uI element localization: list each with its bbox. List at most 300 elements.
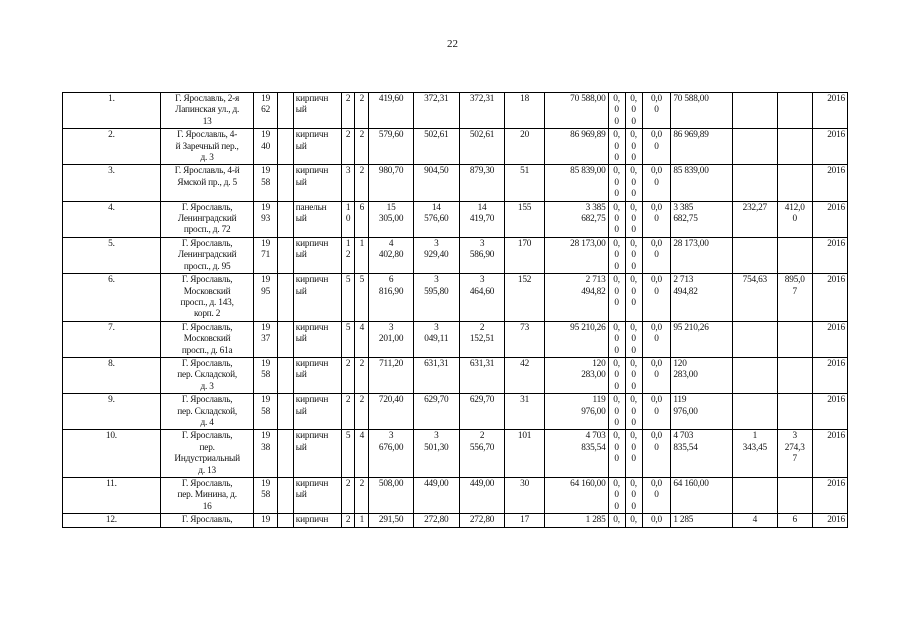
cell-line: 2 (345, 395, 351, 406)
cell-line: 5 (345, 275, 351, 286)
cell-line: 1 285 (585, 515, 606, 526)
cell-line: 58 (261, 490, 271, 501)
cell-cost-owners (671, 321, 733, 357)
cell-line: 4 (388, 238, 394, 249)
cell-line: 631,31 (469, 358, 495, 369)
cell-plan-year: 2016 (812, 237, 847, 273)
cell-area-total (369, 274, 414, 322)
cell-line: 494,82 (673, 286, 698, 297)
housing-register-table (62, 92, 848, 528)
cell-line: Г. Ярославль, (181, 395, 233, 406)
cell-line: 576,60 (424, 214, 449, 225)
cell-line: 1 (359, 515, 365, 526)
cell-line: 0 (631, 105, 636, 116)
cell-plan-year: 2016 (812, 357, 847, 393)
cell-line: Г. Ярославль, (181, 275, 233, 286)
cell-line: 201,00 (378, 334, 404, 345)
cell-line: 5 (359, 275, 365, 286)
cell-line: 0 (654, 214, 659, 225)
cell-line: 37 (261, 334, 271, 345)
cell-empty (277, 478, 293, 514)
cell-line: 2 (345, 479, 351, 489)
cell-fund-3 (642, 430, 671, 478)
cell-line: 86 969,89 (673, 130, 709, 141)
table-row (63, 357, 848, 393)
cell-entrances (355, 357, 369, 393)
cell-line: 5 (345, 322, 351, 333)
cell-line: просп., д. 72 (183, 225, 231, 236)
cell-line: 283,00 (581, 370, 606, 381)
cell-area-living (413, 165, 459, 201)
cell-limit-cost (777, 237, 812, 273)
cell-line: 402,80 (378, 250, 404, 261)
cell-number: 11. (63, 478, 161, 514)
cell-cost-total (544, 201, 608, 237)
cell-line: ый (295, 370, 307, 381)
cell-area-living (413, 93, 459, 129)
cell-entrances (355, 165, 369, 201)
cell-fund-1 (608, 237, 625, 273)
cell-number: 5. (63, 237, 161, 273)
cell-line: 71 (261, 250, 271, 261)
cell-limit-cost (777, 165, 812, 201)
cell-line: кирпичн (295, 94, 329, 104)
cell-line: 232,27 (742, 202, 768, 213)
cell-line: 2 (345, 94, 351, 104)
cell-plan-year: 2016 (812, 274, 847, 322)
cell-area-total (369, 165, 414, 201)
cell-entrances (355, 93, 369, 129)
cell-line: 049,11 (424, 334, 449, 345)
cell-fund-1 (608, 430, 625, 478)
cell-line: 19 (261, 431, 271, 442)
cell-line: 2 (359, 479, 365, 489)
cell-number: 8. (63, 357, 161, 393)
cell-line: 64 160,00 (673, 479, 709, 489)
cell-line: 2 (345, 250, 351, 261)
cell-year-built (254, 430, 277, 478)
cell-entrances (355, 478, 369, 514)
cell-line: 6 (359, 202, 365, 213)
cell-line: 0, (613, 202, 620, 213)
cell-area-living (413, 321, 459, 357)
cell-line: 2 713 (585, 275, 606, 286)
cell-line: 58 (261, 406, 271, 417)
cell-area-living (413, 274, 459, 322)
cell-line: 2 (359, 130, 365, 141)
cell-address (160, 129, 254, 165)
table-row (63, 394, 848, 430)
table-row (63, 430, 848, 478)
cell-line: 0 (654, 442, 659, 453)
cell-wall-material (293, 357, 341, 393)
cell-number: 2. (63, 129, 161, 165)
cell-line: кирпичн (295, 515, 329, 526)
cell-area-living (413, 514, 459, 527)
cell-area-total (369, 357, 414, 393)
cell-cost-owners (671, 514, 733, 527)
cell-line: 305,00 (378, 214, 404, 225)
cell-year-built (254, 321, 277, 357)
cell-line: 682,75 (673, 214, 698, 225)
cell-line: 0 (631, 116, 636, 127)
cell-line: 119 (673, 395, 687, 406)
cell-line: кирпичн (295, 322, 329, 333)
cell-line: 4 (359, 322, 365, 333)
cell-fund-3 (642, 514, 671, 527)
cell-line: 895,0 (784, 275, 805, 286)
cell-number: 6. (63, 274, 161, 322)
cell-cost-total (544, 129, 608, 165)
cell-area-total (369, 430, 414, 478)
cell-line: 976,00 (581, 406, 606, 417)
cell-line: 0 (654, 177, 659, 188)
table-row (63, 274, 848, 322)
cell-line: 0 (631, 381, 636, 392)
cell-specific-cost (733, 237, 778, 273)
cell-line: ый (295, 442, 307, 453)
cell-line: 2 (359, 94, 365, 104)
cell-line: 6 (792, 515, 797, 526)
cell-floors (341, 201, 355, 237)
cell-floors (341, 165, 355, 201)
cell-line: 0 (614, 225, 619, 236)
cell-line: Г. Ярославль, (181, 322, 233, 333)
cell-line: 4 703 (673, 431, 694, 442)
cell-fund-2 (625, 274, 642, 322)
cell-line: 3 (388, 322, 394, 333)
cell-line: просп., д. 61а (181, 345, 233, 356)
cell-line: 0 (654, 250, 659, 261)
cell-line: 0 (614, 177, 619, 188)
cell-line: 2 (359, 395, 365, 406)
cell-line: 0 (631, 261, 636, 272)
cell-limit-cost (777, 321, 812, 357)
cell-line: 0,0 (650, 94, 662, 104)
cell-line: 0 (614, 406, 619, 417)
cell-address (160, 478, 254, 514)
cell-empty (277, 237, 293, 273)
cell-residents: 170 (505, 237, 544, 273)
cell-line: 0 (614, 189, 619, 200)
cell-line: 3 (434, 238, 439, 249)
cell-line: Г. Ярославль, (181, 202, 233, 213)
cell-entrances (355, 201, 369, 237)
cell-fund-1 (608, 201, 625, 237)
cell-line: 0,0 (650, 358, 662, 369)
cell-year-built (254, 237, 277, 273)
cell-line: 754,63 (742, 275, 768, 286)
cell-residents: 17 (505, 514, 544, 527)
cell-line: 5 (345, 431, 351, 442)
cell-limit-cost (777, 129, 812, 165)
cell-line: 508,00 (378, 479, 404, 489)
cell-line: Г. Ярославль, 2-я (175, 94, 240, 104)
cell-line: кирпичн (295, 358, 329, 369)
cell-area-total (369, 478, 414, 514)
cell-entrances (355, 237, 369, 273)
cell-number: 3. (63, 165, 161, 201)
cell-line: 152,51 (469, 334, 495, 345)
cell-year-built (254, 165, 277, 201)
cell-floors (341, 478, 355, 514)
cell-line: корп. 2 (194, 309, 221, 320)
cell-line: Московский (183, 286, 231, 297)
cell-limit-cost (777, 93, 812, 129)
cell-line: 62 (261, 105, 271, 116)
cell-line: кирпичн (295, 275, 329, 286)
cell-line: 3 (388, 431, 394, 442)
cell-area-living (413, 478, 459, 514)
cell-line: 0, (613, 395, 620, 406)
cell-fund-2 (625, 201, 642, 237)
cell-fund-2 (625, 93, 642, 129)
cell-line: 19 (261, 515, 271, 526)
cell-line: 0 (614, 490, 619, 501)
cell-cost-total (544, 394, 608, 430)
cell-line: 494,82 (581, 286, 606, 297)
cell-area-total (369, 394, 414, 430)
cell-line: 120 (592, 358, 606, 369)
cell-line: 816,90 (378, 286, 404, 297)
cell-cost-owners (671, 274, 733, 322)
cell-area-living (413, 357, 459, 393)
cell-address (160, 165, 254, 201)
cell-empty (277, 129, 293, 165)
cell-line: 0 (631, 177, 636, 188)
cell-line: 19 (261, 130, 271, 141)
cell-line: 119 (592, 395, 606, 406)
cell-address (160, 514, 254, 527)
cell-line: 0 (631, 490, 636, 501)
cell-address (160, 201, 254, 237)
cell-cost-total (544, 93, 608, 129)
cell-fund-3 (642, 478, 671, 514)
cell-line: 449,00 (469, 479, 495, 489)
cell-line: 0, (630, 395, 637, 406)
cell-area-residential (459, 394, 505, 430)
cell-line: 682,75 (581, 214, 606, 225)
cell-line: 58 (261, 177, 271, 188)
cell-line: 980,70 (378, 166, 404, 177)
cell-line: 3 (434, 431, 439, 442)
cell-limit-cost (777, 394, 812, 430)
cell-line: 0 (614, 501, 619, 512)
cell-empty (277, 357, 293, 393)
cell-area-residential (459, 201, 505, 237)
cell-line: Г. Ярославль, 4-й (174, 166, 240, 177)
cell-line: Г. Ярославль, (181, 431, 233, 442)
cell-empty (277, 321, 293, 357)
cell-year-built (254, 129, 277, 165)
cell-line: 502,61 (424, 130, 449, 141)
cell-number: 1. (63, 93, 161, 129)
cell-residents: 18 (505, 93, 544, 129)
cell-line: 0 (631, 406, 636, 417)
cell-line: 0 (631, 153, 636, 164)
cell-line: 711,20 (379, 358, 404, 369)
cell-line: 0, (630, 479, 637, 489)
table-row (63, 129, 848, 165)
cell-wall-material (293, 237, 341, 273)
cell-specific-cost (733, 478, 778, 514)
cell-line: пер. Складской, (177, 370, 237, 381)
cell-wall-material (293, 478, 341, 514)
cell-line: 0 (614, 334, 619, 345)
cell-line: ый (295, 286, 307, 297)
cell-cost-owners (671, 165, 733, 201)
cell-fund-2 (625, 430, 642, 478)
cell-fund-3 (642, 321, 671, 357)
cell-floors (341, 357, 355, 393)
cell-line: 0,0 (650, 395, 662, 406)
cell-line: 0, (613, 479, 620, 489)
cell-line: ый (295, 177, 307, 188)
cell-entrances (355, 321, 369, 357)
cell-line: 4 703 (585, 431, 606, 442)
cell-residents: 42 (505, 357, 544, 393)
cell-line: 449,00 (424, 479, 449, 489)
cell-wall-material (293, 165, 341, 201)
cell-line: пер. Минина, д. (177, 490, 237, 501)
cell-address (160, 321, 254, 357)
cell-line: 0, (613, 275, 620, 286)
cell-plan-year: 2016 (812, 321, 847, 357)
cell-cost-owners (671, 237, 733, 273)
table-row (63, 201, 848, 237)
table-row (63, 321, 848, 357)
cell-cost-total (544, 357, 608, 393)
cell-line: Ленинградский (177, 214, 237, 225)
cell-line: 0 (631, 345, 636, 356)
cell-line: 0 (614, 153, 619, 164)
cell-line: 0 (631, 214, 636, 225)
cell-plan-year: 2016 (812, 93, 847, 129)
cell-line: 38 (261, 442, 271, 453)
cell-limit-cost (777, 201, 812, 237)
cell-line: й Заречный пер., (175, 141, 239, 152)
cell-line: 19 (261, 479, 271, 489)
cell-year-built (254, 201, 277, 237)
cell-line: 16 (202, 501, 212, 512)
cell-line: 0, (613, 94, 620, 104)
cell-year-built (254, 478, 277, 514)
cell-fund-2 (625, 394, 642, 430)
cell-line: 1 (345, 238, 351, 249)
cell-line: 586,90 (469, 250, 495, 261)
cell-area-total (369, 514, 414, 527)
cell-line: 283,00 (673, 370, 698, 381)
cell-residents: 31 (505, 394, 544, 430)
cell-specific-cost (733, 201, 778, 237)
cell-line: 0 (631, 297, 636, 308)
cell-line: 0, (630, 515, 637, 526)
cell-line: 19 (261, 358, 271, 369)
cell-line: 19 (261, 238, 271, 249)
cell-area-total (369, 93, 414, 129)
cell-line: 14 (431, 202, 441, 213)
cell-line: 0 (631, 334, 636, 345)
cell-line: ый (295, 105, 307, 116)
cell-empty (277, 201, 293, 237)
cell-line: 0,0 (650, 431, 662, 442)
cell-line: 3 (434, 275, 439, 286)
cell-entrances (355, 430, 369, 478)
cell-residents: 20 (505, 129, 544, 165)
cell-line: 629,70 (469, 395, 495, 406)
cell-line: 0,0 (650, 322, 662, 333)
cell-area-residential (459, 321, 505, 357)
cell-cost-owners (671, 357, 733, 393)
cell-specific-cost (733, 274, 778, 322)
cell-number: 7. (63, 321, 161, 357)
cell-fund-1 (608, 274, 625, 322)
cell-number: 9. (63, 394, 161, 430)
cell-line: 720,40 (378, 395, 404, 406)
cell-address (160, 274, 254, 322)
table-row (63, 237, 848, 273)
cell-area-total (369, 201, 414, 237)
cell-line: Ленинградский (177, 250, 237, 261)
cell-line: Г. Ярославль, (181, 238, 233, 249)
cell-line: 2 (345, 515, 351, 526)
cell-line: 3 (434, 322, 439, 333)
cell-entrances (355, 514, 369, 527)
cell-line: 272,80 (424, 515, 449, 526)
cell-line: ый (295, 490, 307, 501)
cell-line: 0,0 (650, 202, 662, 213)
cell-line: 19 (261, 94, 271, 104)
cell-line: 15 (386, 202, 396, 213)
cell-floors (341, 129, 355, 165)
cell-line: 0 (631, 286, 636, 297)
table-row (63, 165, 848, 201)
cell-line: 0, (630, 358, 637, 369)
cell-line: 976,00 (673, 406, 698, 417)
cell-line: 2 (345, 358, 351, 369)
cell-line: кирпичн (295, 395, 329, 406)
cell-wall-material (293, 201, 341, 237)
cell-line: 595,80 (424, 286, 449, 297)
cell-address (160, 237, 254, 273)
cell-line: 631,31 (424, 358, 449, 369)
cell-line: 0,0 (650, 515, 662, 526)
cell-line: 419,70 (469, 214, 495, 225)
cell-line: 676,00 (378, 442, 404, 453)
cell-line: 3 (479, 238, 485, 249)
cell-line: 85 839,00 (570, 166, 606, 177)
cell-line: ый (295, 250, 307, 261)
cell-line: 0 (614, 381, 619, 392)
cell-fund-3 (642, 237, 671, 273)
cell-line: 0, (613, 431, 620, 442)
cell-area-living (413, 129, 459, 165)
cell-line: 95 (261, 286, 271, 297)
cell-line: Г. Ярославль, (181, 358, 233, 369)
cell-line: 0 (654, 334, 659, 345)
cell-plan-year: 2016 (812, 394, 847, 430)
cell-line: 0 (614, 442, 619, 453)
cell-line: кирпичн (295, 479, 329, 489)
cell-line: ый (295, 214, 307, 225)
cell-wall-material (293, 514, 341, 527)
cell-year-built (254, 357, 277, 393)
cell-line: Индустриальный (174, 454, 240, 465)
cell-cost-owners (671, 478, 733, 514)
cell-line: 0 (614, 214, 619, 225)
cell-cost-total (544, 274, 608, 322)
cell-fund-3 (642, 129, 671, 165)
